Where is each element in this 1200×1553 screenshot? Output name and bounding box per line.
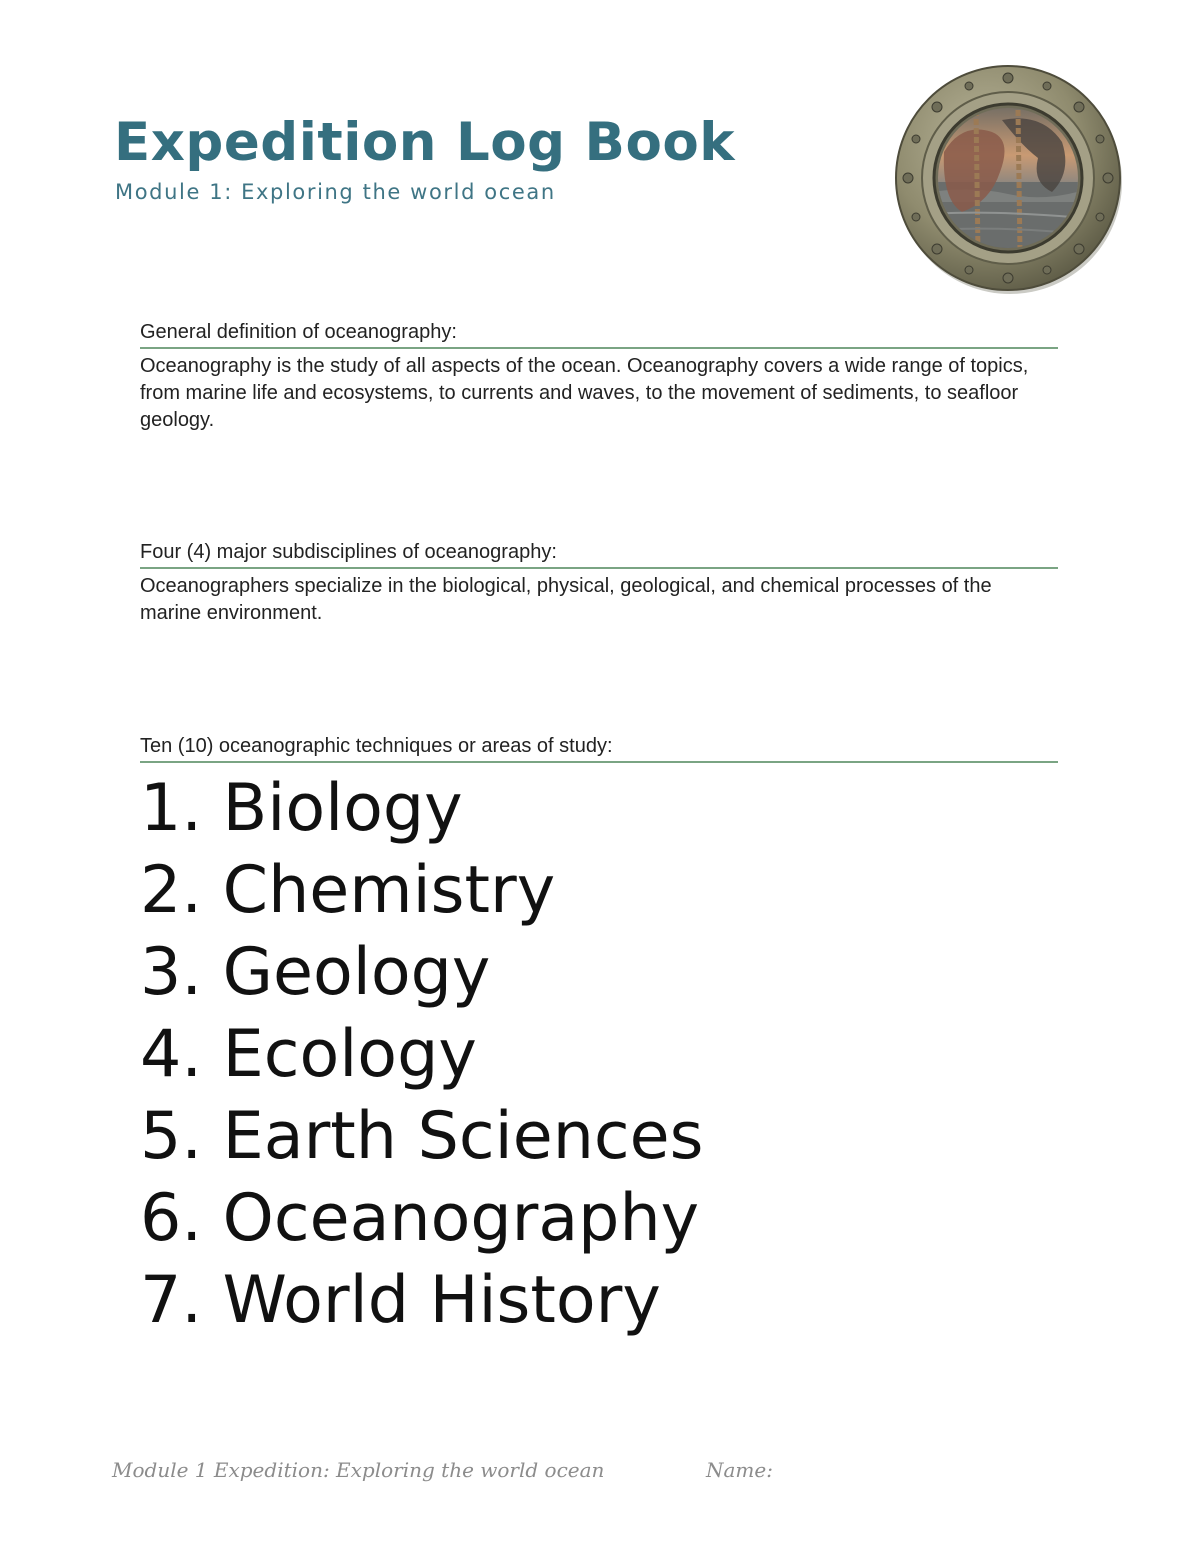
list-item: 5. Earth Sciences: [140, 1099, 704, 1174]
page-title: Expedition Log Book: [114, 112, 736, 173]
footer-module: Module 1 Expedition: Exploring the world ocean: [112, 1458, 605, 1482]
techniques-label: Ten (10) oceanographic techniques or areas of study:: [140, 736, 1058, 763]
list-item: 2. Chemistry: [140, 853, 556, 928]
subdisciplines-text: Oceanographers specialize in the biological, physical, geological, and chemical processes of the marine environment.: [140, 575, 992, 624]
list-item: 4. Ecology: [140, 1017, 477, 1092]
techniques-list: [140, 768, 703, 1342]
subdisciplines-section: [140, 542, 1058, 627]
definition-section: [140, 322, 1058, 434]
list-item: 7. World History: [140, 1263, 661, 1338]
list-item: 6. Oceanography: [140, 1181, 700, 1256]
list-item: 3. Geology: [140, 935, 491, 1010]
list-item: 1. Biology: [140, 771, 463, 846]
page-subtitle: Module 1: Exploring the world ocean: [115, 180, 556, 204]
definition-text: Oceanography is the study of all aspects of the ocean. Oceanography covers a wide range of topics, from marine life and ecosystems, to currents and waves, to the movement of sediments, to seafloor geology.: [140, 355, 1029, 431]
definition-label: General definition of oceanography:: [140, 322, 1058, 349]
subdisciplines-label: Four (4) major subdisciplines of oceanography:: [140, 542, 1058, 569]
footer-name-label: Name:: [706, 1458, 773, 1482]
porthole-image: [892, 62, 1124, 294]
techniques-section: [140, 736, 1058, 763]
